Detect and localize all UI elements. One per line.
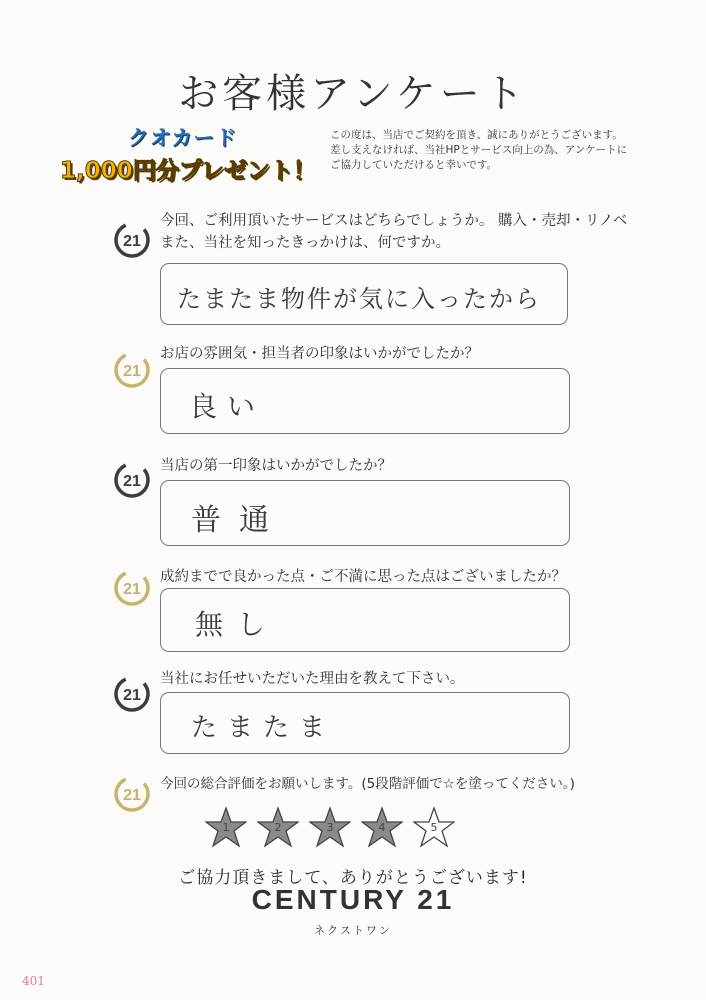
question-4-line1: 成約までで良かった点・ご不満に思った点はございましたか？ xyxy=(160,569,566,585)
question-1-line1: 今回、ご利用頂いたサービスはどちらでしょうか。 購入・売却・リノベ xyxy=(160,213,628,229)
question-5-line1: 当社にお任せいただいた理由を教えて下さい。 xyxy=(160,671,465,687)
answer-box-2[interactable] xyxy=(160,368,570,434)
century21-logo-icon xyxy=(112,774,152,814)
question-6 xyxy=(160,773,575,795)
question-3-line1: 当店の第一印象はいかがでしたか？ xyxy=(160,458,392,474)
answer-5-text: たまたま xyxy=(191,713,336,743)
star-2[interactable] xyxy=(257,806,299,848)
answer-box-3[interactable] xyxy=(160,480,570,546)
logo-text: 21 xyxy=(123,473,141,490)
logo-text: 21 xyxy=(123,581,141,598)
logo-text: 21 xyxy=(123,687,141,704)
century21-logo-icon xyxy=(112,674,152,714)
logo-text: 21 xyxy=(123,787,141,804)
branch-name: ネクストワン xyxy=(314,924,392,937)
answer-1-text: たまたま物件が気に入ったから xyxy=(177,285,541,313)
century21-logo-icon xyxy=(112,220,152,260)
century21-logo-icon xyxy=(112,350,152,390)
century21-logo-icon xyxy=(112,568,152,608)
quo-card-promo xyxy=(60,122,340,192)
star-label: 1 xyxy=(222,821,230,834)
question-2-line1: お店の雰囲気・担当者の印象はいかがでしたか？ xyxy=(160,346,479,362)
promo-present-label: 1,000円分プレゼント！ xyxy=(60,158,316,184)
question-3 xyxy=(160,455,392,477)
intro-line: 差し支えなければ、当社HPとサービス向上の為、アンケートに xyxy=(330,144,628,156)
page-number: 401 xyxy=(22,974,45,988)
question-2 xyxy=(160,343,479,365)
star-1[interactable] xyxy=(205,806,247,848)
thanks-message: ご協力頂きまして、ありがとうございます! xyxy=(178,868,528,888)
answer-4-text: 無し xyxy=(195,608,280,641)
century21-logo-icon xyxy=(112,460,152,500)
answer-3-text: 普通 xyxy=(191,503,287,538)
star-label: 3 xyxy=(326,821,334,834)
logo-text: 21 xyxy=(123,233,141,250)
logo-text: 21 xyxy=(123,363,141,380)
brand-logo: CENTURY 21 xyxy=(251,884,455,915)
answer-box-5[interactable] xyxy=(160,692,570,754)
star-4[interactable] xyxy=(361,806,403,848)
answer-2-text: 良い xyxy=(189,390,266,423)
star-3[interactable] xyxy=(309,806,351,848)
star-label: 5 xyxy=(430,821,438,834)
promo-quo-card-label: クオカード xyxy=(128,126,238,150)
intro-text xyxy=(330,128,680,173)
question-4 xyxy=(160,566,566,588)
rating-stars xyxy=(205,806,455,850)
page-title: お客様アンケート xyxy=(178,71,528,117)
question-5 xyxy=(160,668,465,690)
star-label: 4 xyxy=(378,821,386,834)
intro-line: この度は、当店でご契約を頂き、誠にありがとうございます。 xyxy=(330,129,623,141)
question-1 xyxy=(160,210,627,254)
question-1-line2: また、当社を知ったきっかけは、何ですか。 xyxy=(160,235,450,251)
answer-box-1[interactable] xyxy=(160,263,568,325)
answer-box-4[interactable] xyxy=(160,588,570,652)
star-5[interactable] xyxy=(413,806,455,848)
star-label: 2 xyxy=(274,821,282,834)
intro-line: ご協力していただけると幸いです。 xyxy=(330,159,498,171)
question-6-line1: 今回の総合評価をお願いします。(5段階評価で☆を塗ってください。) xyxy=(160,776,575,792)
